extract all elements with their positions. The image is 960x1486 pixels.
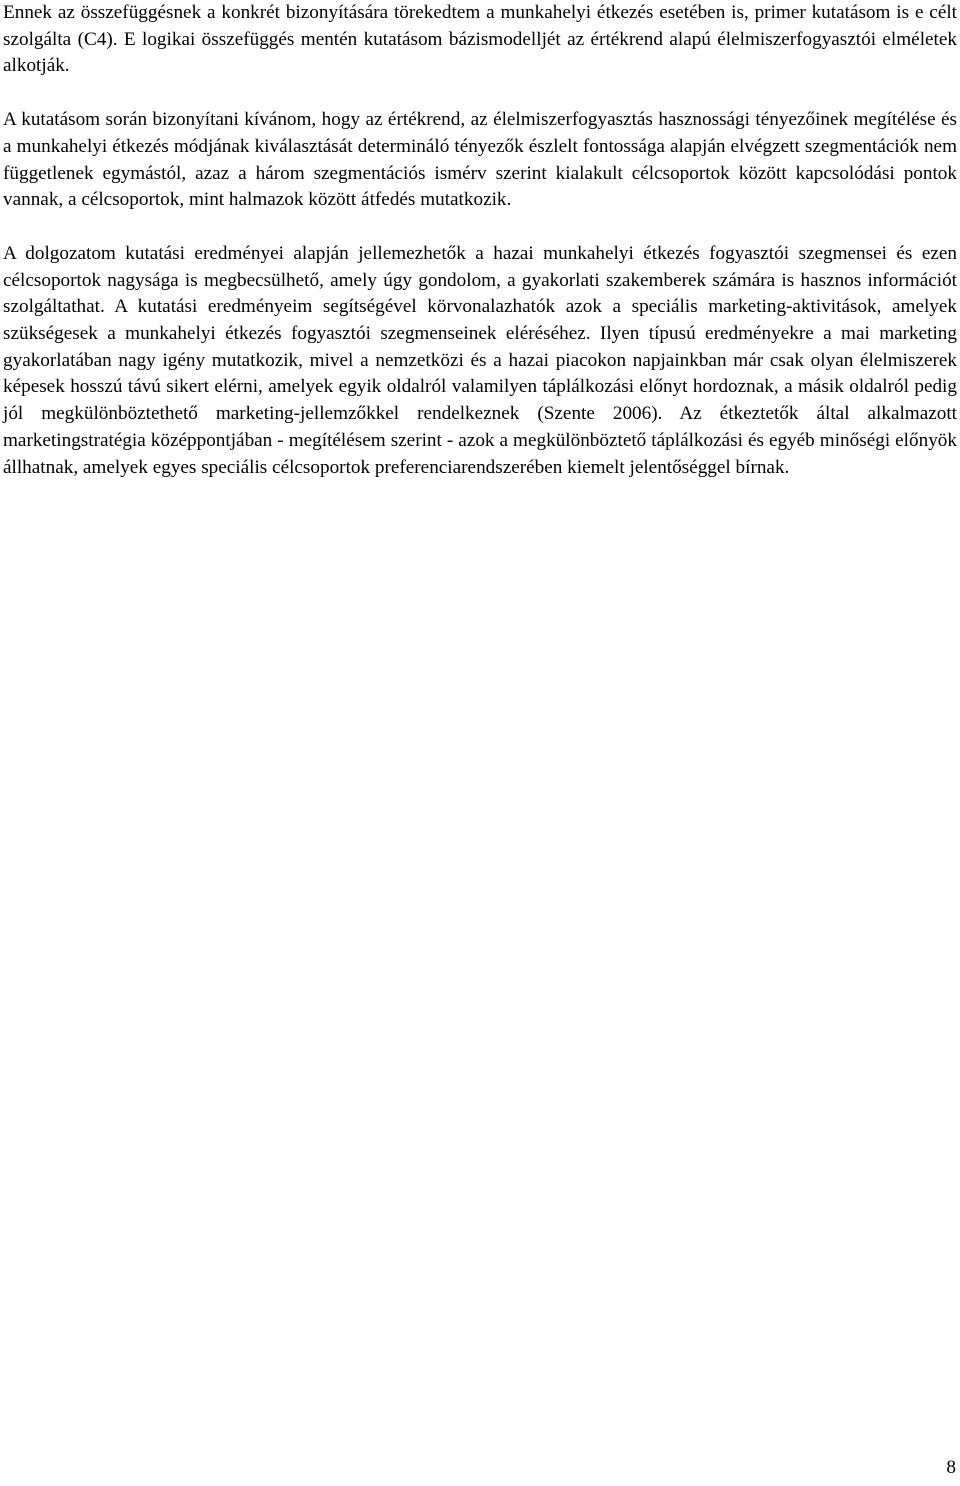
paragraph-1: Ennek az összefüggésnek a konkrét bizonyítására törekedtem a munkahelyi étkezés esetében is, primer kutatásom is e célt szolgálta (C4). E logikai összefüggés mentén kutatásom bázismodelljét az értékrend alapú élelmiszerfogyasztói elméletek alkotják. — [3, 2, 957, 77]
paragraph-3: A dolgozatom kutatási eredményei alapján jellemezhetők a hazai munkahelyi étkezés fogyasztói szegmensei és ezen célcsoportok nagysága is megbecsülhető, amely úgy gondolom, a gyakorlati szakemberek számára is hasznos információt szolgáltathat. A kutatási eredményeim segítségével körvonalazhatók azok a speciális marketing-aktivitások, amelyek szükségesek a munkahelyi étkezés fogyasztói szegmenseinek eléréséhez. Ilyen típusú eredményekre a mai marketing gyakorlatában nagy igény mutatkozik, mivel a nemzetközi és a hazai piacokon napjainkban már csak olyan élelmiszerek képesek hosszú távú sikert elérni, amelyek egyik oldalról valamilyen táplálkozási előnyt hordoznak, a másik oldalról pedig jól megkülönböztethető marketing-jellemzőkkel rendelkeznek (Szente 2006). Az étkeztetők által alkalmazott marketingstratégia középpontjában - megítélésem szerint - azok a megkülönböztető táplálkozási és egyéb minőségi előnyök állhatnak, amelyek egyes speciális célcsoportok preferenciarendszerében kiemelt jelentőséggel bírnak. — [3, 242, 957, 478]
page-number: 8 — [946, 1457, 956, 1478]
document-body — [3, 0, 957, 481]
paragraph-2: A kutatásom során bizonyítani kívánom, hogy az értékrend, az élelmiszerfogyasztás hasznossági tényezőinek megítélése és a munkahelyi étkezés módjának kiválasztását determináló tényezők észlelt fontossága alapján elvégzett szegmentációk nem függetlenek egymástól, azaz a három szegmentációs ismérv szerint kialakult célcsoportok között kapcsolódási pontok vannak, a célcsoportok, mint halmazok között átfedés mutatkozik. — [3, 109, 957, 211]
